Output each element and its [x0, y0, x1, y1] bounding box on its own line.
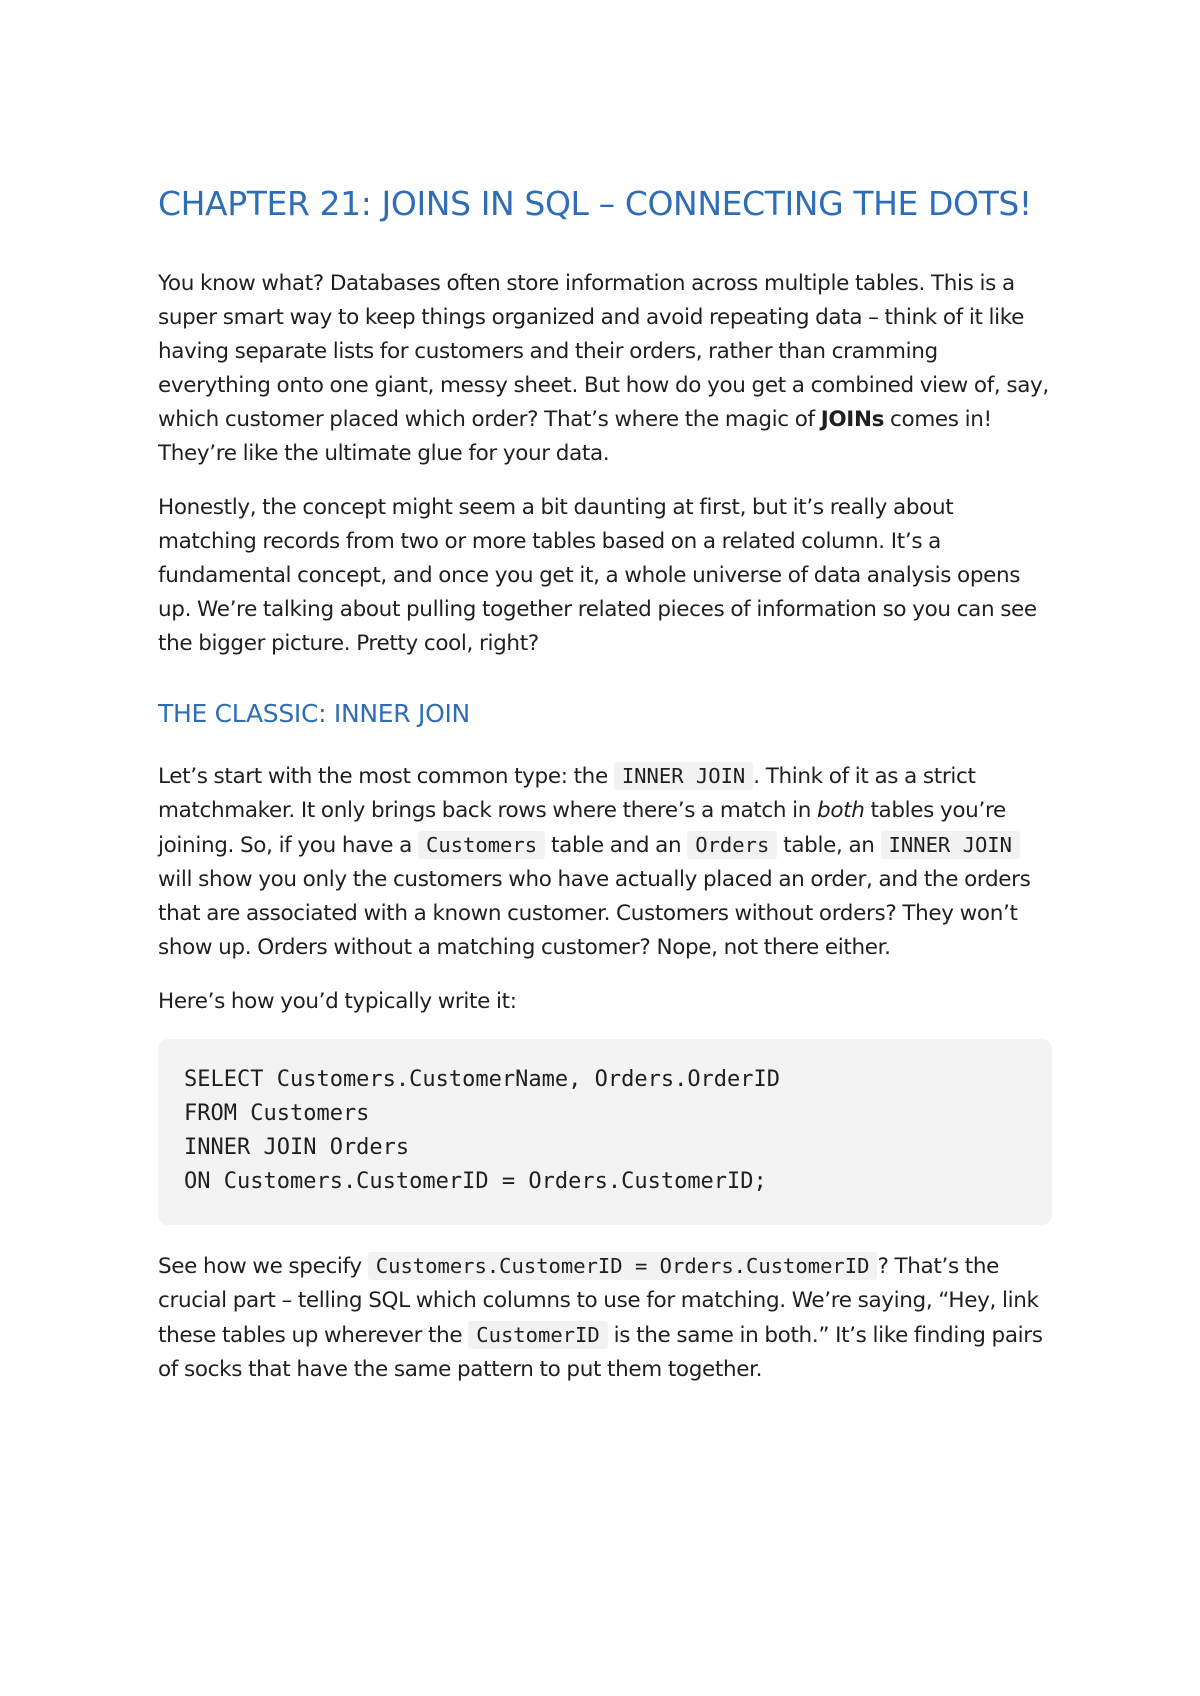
inline-code: Customers — [418, 831, 545, 859]
emphasis-both: both — [817, 798, 865, 823]
sql-code: SELECT Customers.CustomerName, Orders.OrderID FROM Customers INNER JOIN Orders ON Customers.CustomerID = Orders.CustomerID; — [184, 1067, 781, 1194]
inline-code: INNER JOIN — [614, 762, 753, 790]
code-block — [158, 1039, 1052, 1225]
joins-bold-term: JOINs — [820, 407, 885, 432]
text-segment: See how we specify — [158, 1254, 368, 1279]
inline-code: Customers.CustomerID = Orders.CustomerID — [368, 1252, 878, 1280]
inner-join-paragraph — [158, 759, 1052, 965]
intro-paragraph-1 — [158, 267, 1052, 471]
text-segment: is the same in both.” It’s like finding pairs of socks that have the same pattern to put them together. — [158, 1323, 1043, 1382]
text-segment: will show you only the customers who have actually placed an order, and the orders that are associated with a known customer. Customers without orders? They won’t show up. Orders without a matching customer? Nope, not there either. — [158, 867, 1031, 960]
code-intro-paragraph: Here’s how you’d typically write it: — [158, 989, 517, 1014]
text-segment: . Think of it as a strict matchmaker. It only brings back rows where there’s a match in — [158, 764, 976, 823]
explanation-paragraph — [158, 1249, 1052, 1387]
section-heading: THE CLASSIC: INNER JOIN — [158, 699, 470, 728]
intro-paragraph-2: Honestly, the concept might seem a bit daunting at first, but it’s really about matching records from two or more tables based on a related column. It’s a fundamental concept, and once you get it, a whole universe of data analysis opens up. We’re talking about pulling together related pieces of information so you can see the bigger picture. Pretty cool, right? — [158, 495, 1037, 656]
text-segment: tables you’re joining. So, if you have a — [158, 798, 1006, 858]
inline-code: CustomerID — [468, 1321, 607, 1349]
intro-text-2: comes in! They’re like the ultimate glue for your data. — [158, 407, 992, 466]
intro-text-1: You know what? Databases often store information across multiple tables. This is a super smart way to keep things organized and avoid repeating data – think of it like having separate lists for customers and their orders, rather than cramming everything onto one giant, messy sheet. But how do you get a combined view of, say, which customer placed which order? That’s where the magic of — [158, 271, 1049, 432]
text-segment: ? That’s the crucial part – telling SQL which columns to use for matching. We’re saying, “Hey, link these tables up wherever the — [158, 1254, 1039, 1348]
inline-code: Orders — [687, 831, 777, 859]
chapter-title: CHAPTER 21: JOINS IN SQL – CONNECTING THE DOTS! — [158, 184, 1032, 223]
text-segment: table and an — [545, 833, 688, 858]
text-segment: table, an — [777, 833, 881, 858]
document-page — [158, 178, 1052, 1407]
inline-code: INNER JOIN — [881, 831, 1020, 859]
text-segment: Let’s start with the most common type: the — [158, 764, 614, 789]
